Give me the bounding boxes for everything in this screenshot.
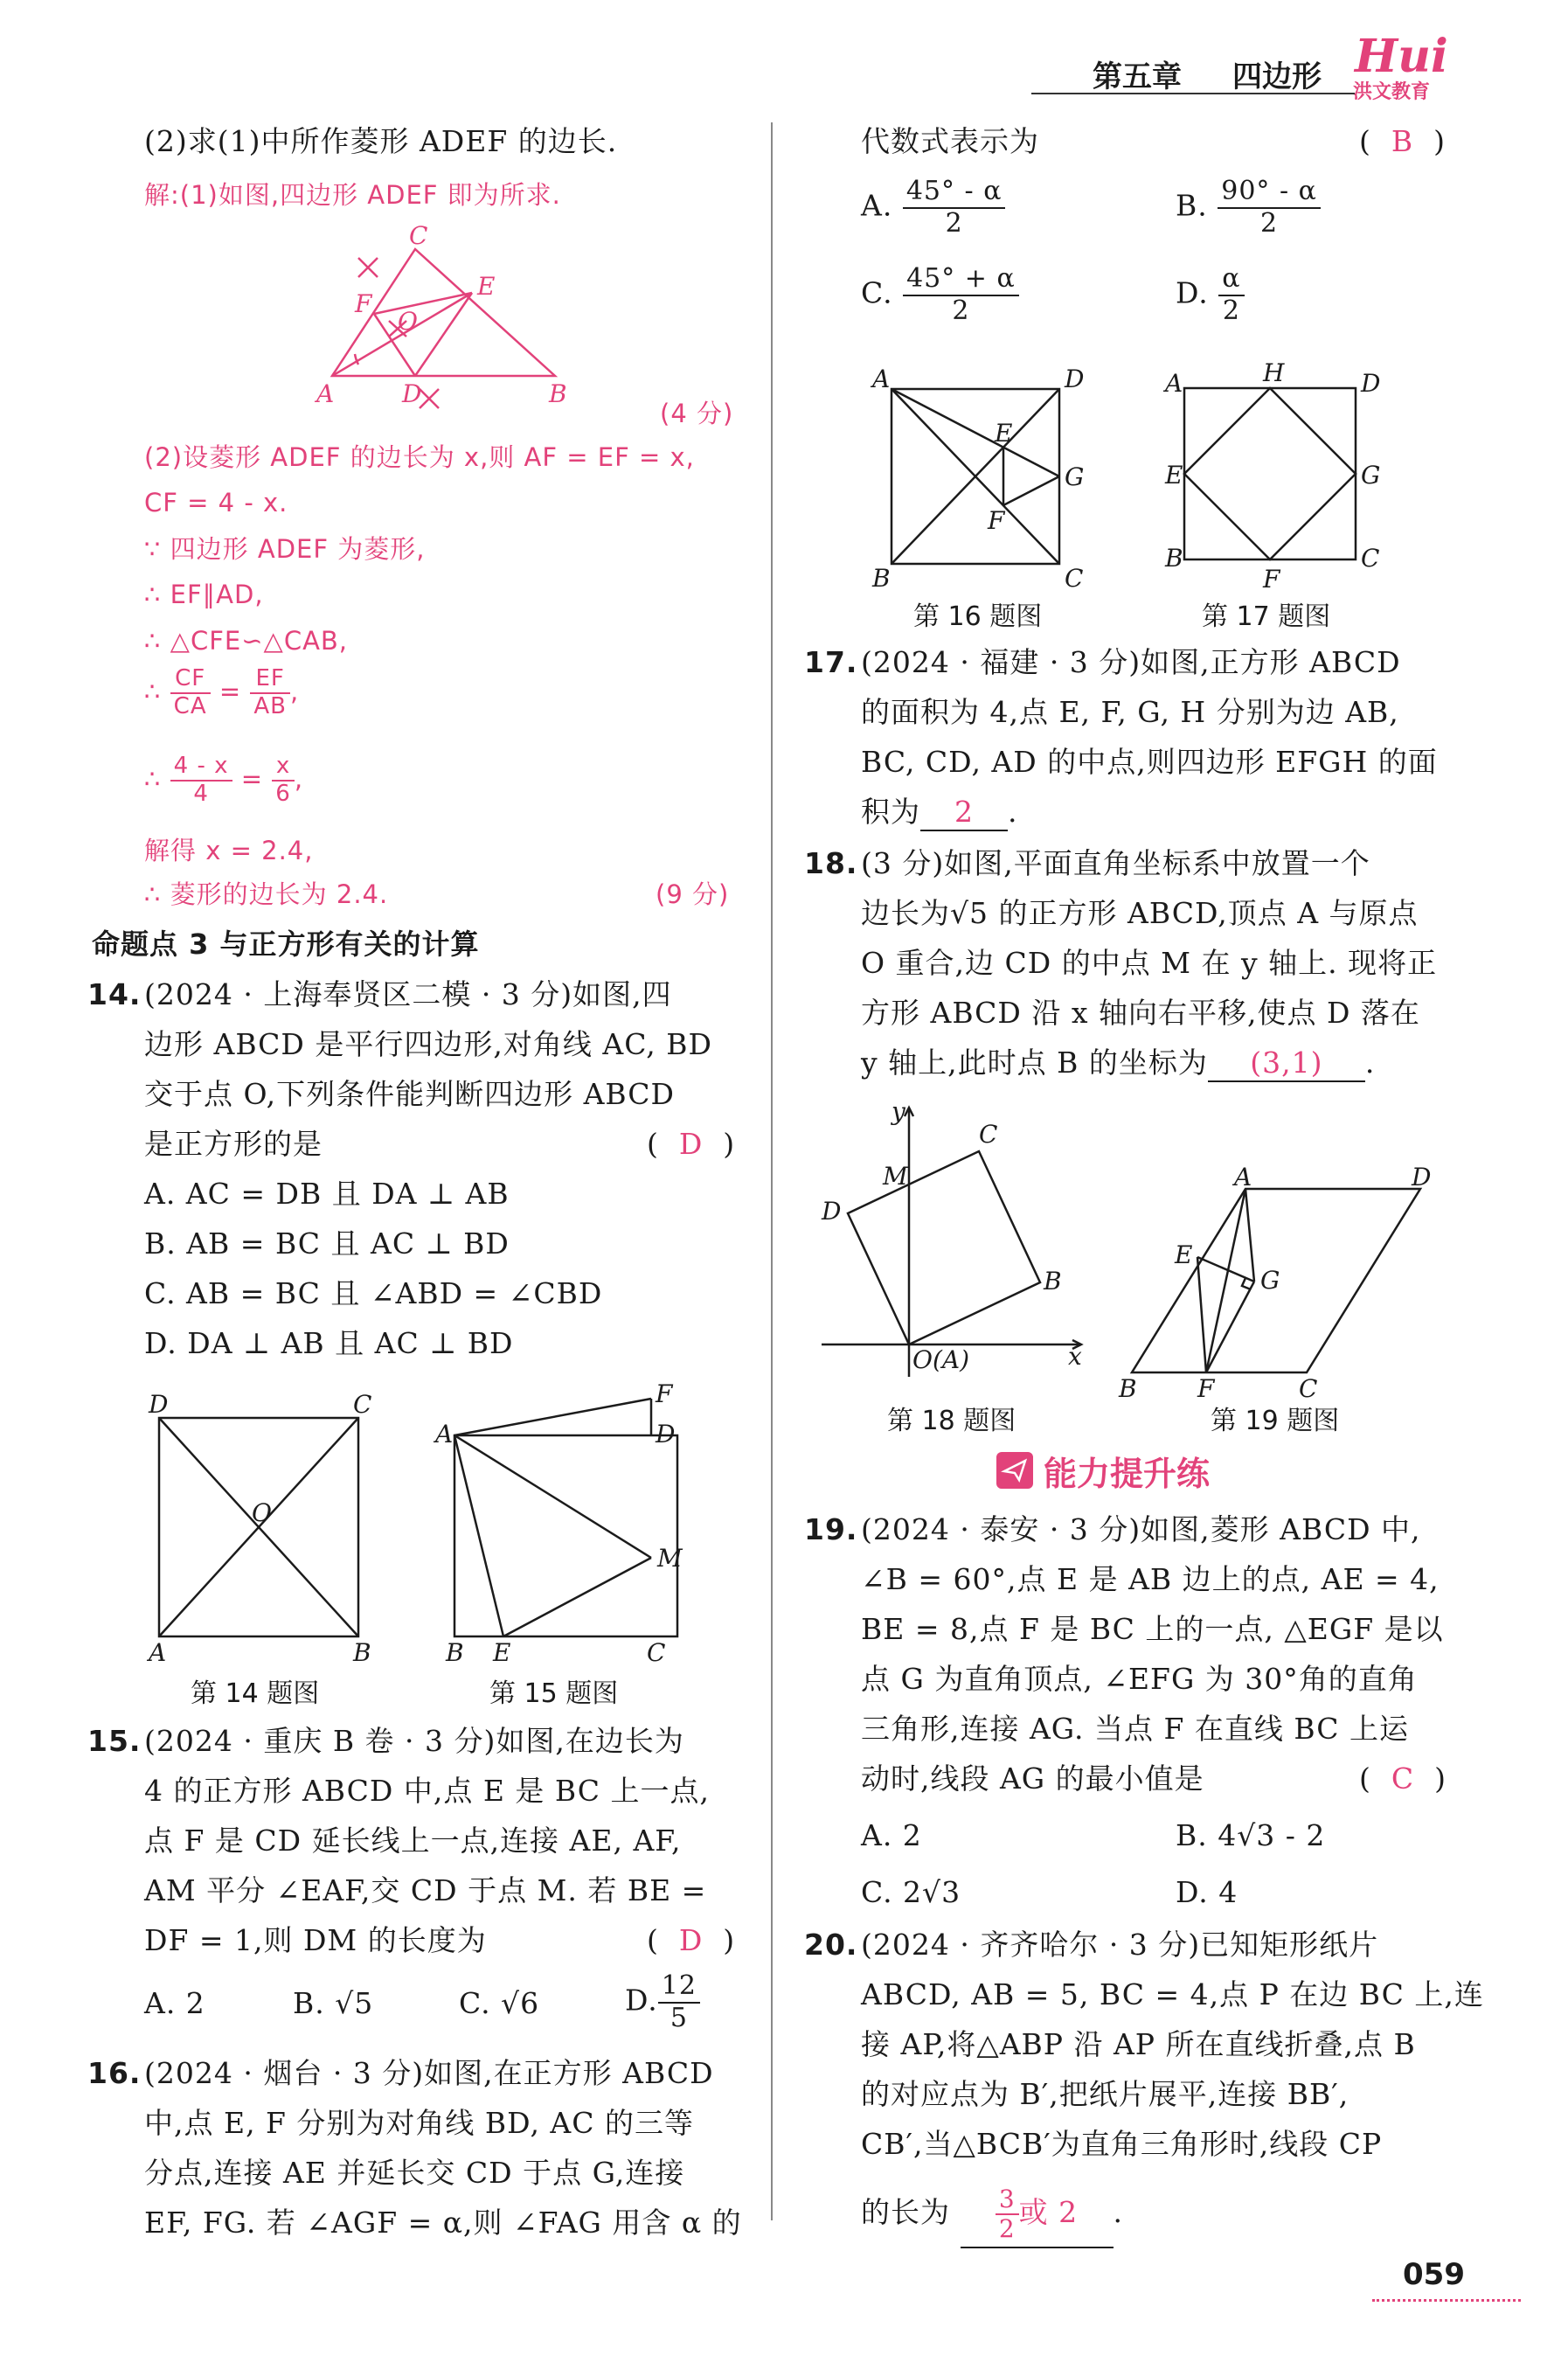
q18-line4: 方形 ABCD 沿 x 轴向右平移,使点 D 落在: [861, 996, 1420, 1030]
q16-number: 16.: [87, 2056, 142, 2090]
q16-a-fraction: [903, 177, 1006, 239]
q16-line5: 代数式表示为: [861, 124, 1039, 158]
q14-line4: 是正方形的是: [144, 1127, 323, 1161]
frac4-numerator: x: [272, 754, 295, 782]
q20-line6-text: 的长为: [861, 2195, 950, 2230]
q15-line5: DF = 1,则 DM 的长度为: [144, 1923, 487, 1957]
fig17-inner-square: [1184, 388, 1356, 559]
q19-number: 19.: [804, 1512, 858, 1546]
q14-option-b: B. AB = BC 且 AC ⊥ BD: [144, 1226, 510, 1261]
q15-option-d-fraction: [658, 1971, 700, 2033]
fig16-label-C: C: [1065, 564, 1084, 590]
q20-answer-fraction: [996, 2185, 1019, 2243]
fraction-x-over-6: [272, 754, 295, 808]
q13-part2: (2)求(1)中所作菱形 ADEF 的边长.: [144, 124, 618, 158]
frac3-denominator: 4: [193, 780, 209, 807]
fig15-label-M: M: [657, 1544, 683, 1573]
figure-16: [865, 363, 1093, 590]
q16-option-c: [861, 264, 1019, 326]
q20-answer: [961, 2185, 1114, 2248]
fig16-label-E: E: [995, 419, 1013, 448]
fig18-square: [848, 1151, 1040, 1344]
q16-d-denominator: 2: [1222, 295, 1240, 326]
fig13-label-F: F: [355, 289, 372, 318]
q14-line3: 交于点 O,下列条件能判断四边形 ABCD: [144, 1077, 675, 1111]
banner-title: 能力提升练: [1044, 1454, 1211, 1493]
q20-line1: (2024 · 齐齐哈尔 · 3 分)已知矩形纸片: [861, 1928, 1379, 1962]
q19-line3: BE = 8,点 F 是 BC 上的一点, △EGF 是以: [861, 1612, 1444, 1646]
q20-answer-numerator: 3: [996, 2185, 1019, 2215]
q15-line2: 4 的正方形 ABCD 中,点 E 是 BC 上一点,: [144, 1774, 711, 1808]
fig13-label-D: D: [402, 379, 422, 408]
fig13-FE: [374, 293, 472, 314]
score-1: (4 分): [660, 399, 734, 428]
fig13-DE: [415, 293, 472, 376]
equals-sign: =: [219, 676, 242, 706]
fig18-label-O: O(A): [912, 1345, 970, 1374]
fig13-cross2: [420, 389, 439, 408]
fraction-4-x-over-4: [170, 754, 232, 808]
q14-answer-bracket: ( D ): [647, 1127, 736, 1161]
q19-option-c: C. 2√3: [861, 1875, 961, 1909]
q17-line2: 的面积为 4,点 E, F, G, H 分别为边 AB,: [861, 695, 1399, 729]
q16-c-numerator: 45° + α: [903, 264, 1019, 296]
q16-line3: 分点,连接 AE 并延长交 CD 于点 G,连接: [144, 2156, 685, 2190]
fig19-FG: [1206, 1282, 1254, 1372]
caption-fig15: 第 15 题图: [489, 1678, 619, 1709]
column-divider: [771, 122, 773, 2220]
fig17-label-B: B: [1165, 544, 1183, 573]
q14-line2: 边形 ABCD 是平行四边形,对角线 AC, BD: [144, 1027, 712, 1061]
q16-d-numerator: α: [1218, 264, 1244, 296]
fig13-label-O: O: [398, 307, 418, 336]
fig17-label-E: E: [1165, 461, 1183, 490]
q15-answer-bracket: ( D ): [647, 1923, 736, 1957]
q14-answer: D: [678, 1127, 704, 1161]
q17-line4: [861, 795, 1018, 831]
fig14-label-C: C: [353, 1390, 372, 1419]
q15-option-c: C. √6: [459, 1986, 540, 2020]
q14-number: 14.: [87, 977, 142, 1011]
fig17-label-H: H: [1263, 358, 1285, 387]
figure-18: [813, 1097, 1093, 1386]
frac2-numerator: EF: [250, 666, 290, 694]
fig13-label-B: B: [549, 379, 567, 408]
q20-line4: 的对应点为 B′,把纸片展平,连接 BB′,: [861, 2077, 1349, 2111]
q16-answer: B: [1391, 124, 1414, 158]
fig16-label-B: B: [872, 564, 891, 590]
fig18-label-y: y: [892, 1097, 905, 1126]
page-number: 059: [1403, 2257, 1465, 2292]
figure-17: [1158, 357, 1385, 593]
sol-part1: 解:(1)如图,四边形 ADEF 即为所求.: [144, 180, 561, 210]
q19-option-b: B. 4√3 - 2: [1176, 1818, 1326, 1852]
fig15-label-A: A: [435, 1420, 454, 1448]
fig19-AF: [1206, 1189, 1245, 1372]
q18-line2: 边长为√5 的正方形 ABCD,顶点 A 与原点: [861, 896, 1419, 930]
q17-line4-text: 积为: [861, 795, 920, 829]
fig16-label-D: D: [1065, 365, 1085, 393]
q19-answer: C: [1391, 1761, 1415, 1796]
q16-c-denominator: 2: [952, 295, 970, 326]
q16-a-label: A.: [861, 188, 893, 223]
fraction-cf-ca: [170, 666, 211, 720]
q19-line1: (2024 · 泰安 · 3 分)如图,菱形 ABCD 中,: [861, 1512, 1421, 1546]
fig14-label-B: B: [353, 1638, 371, 1667]
q15-option-a: A. 2: [144, 1986, 205, 2020]
q18-line5: [861, 1046, 1375, 1082]
comma-2: ,: [294, 763, 304, 794]
fig17-label-A: A: [1165, 369, 1183, 398]
frac1-denominator: CA: [173, 692, 207, 719]
q14-option-d: D. DA ⊥ AB 且 AC ⊥ BD: [144, 1326, 514, 1360]
fig15-label-C: C: [647, 1638, 666, 1667]
q15-d-numerator: 12: [658, 1971, 700, 2004]
q15-line3: 点 F 是 CD 延长线上一点,连接 AE, AF,: [144, 1824, 682, 1858]
q17-answer: 2: [920, 795, 1008, 831]
figure-19: [1110, 1163, 1442, 1407]
fig19-label-B: B: [1119, 1374, 1137, 1403]
footer-rule: [1372, 2299, 1521, 2302]
fig19-label-E: E: [1175, 1240, 1193, 1269]
sol-2f-therefore: ∴: [144, 676, 162, 706]
fig18-label-M: M: [883, 1162, 908, 1191]
header: [1031, 30, 1468, 105]
q18-number: 18.: [804, 846, 858, 880]
fig15-EM: [503, 1558, 651, 1636]
q15-number: 15.: [87, 1724, 142, 1758]
q16-line2: 中,点 E, F 分别为对角线 BD, AC 的三等: [144, 2106, 695, 2140]
q19-line4: 点 G 为直角顶点, ∠EFG 为 30°角的直角: [861, 1662, 1418, 1696]
comma: ,: [290, 676, 300, 706]
fig17-square: [1184, 388, 1356, 559]
frac2-denominator: AB: [253, 692, 287, 719]
q16-b-label: B.: [1176, 188, 1208, 223]
paper-plane-icon: [996, 1452, 1033, 1489]
fig16-label-F: F: [988, 506, 1005, 535]
q20-answer-denominator: 2: [998, 2214, 1016, 2244]
chapter-label: 第五章: [1093, 59, 1182, 94]
q15-line1: (2024 · 重庆 B 卷 · 3 分)如图,在边长为: [144, 1724, 684, 1758]
q17-line3: BC, CD, AD 的中点,则四边形 EFGH 的面: [861, 745, 1438, 779]
q16-line1: (2024 · 烟台 · 3 分)如图,在正方形 ABCD: [144, 2056, 714, 2090]
sol-2h: 解得 x = 2.4,: [144, 836, 314, 865]
q20-line2: ABCD, AB = 5, BC = 4,点 P 在边 BC 上,连: [861, 1977, 1484, 2011]
figure-15: [428, 1372, 690, 1670]
figure-14: [140, 1390, 385, 1670]
fig14-label-O: O: [252, 1498, 272, 1527]
q14-line1: (2024 · 上海奉贤区二模 · 3 分)如图,四: [144, 977, 672, 1011]
sol-2g: [144, 754, 303, 808]
fig13-cross1: [358, 258, 378, 277]
q16-option-a: [861, 177, 1005, 239]
q19-line6: 动时,线段 AG 的最小值是: [861, 1761, 1204, 1796]
q16-option-b: [1176, 177, 1321, 239]
caption-fig17: 第 17 题图: [1202, 601, 1331, 632]
q16-line4: EF, FG. 若 ∠AGF = α,则 ∠FAG 用含 α 的: [144, 2206, 742, 2240]
frac1-numerator: CF: [170, 666, 211, 694]
q18-line5-text: y 轴上,此时点 B 的坐标为: [861, 1046, 1208, 1080]
frac4-denominator: 6: [275, 780, 291, 807]
fig15-label-E: E: [493, 1638, 511, 1667]
equals-sign-2: =: [240, 763, 264, 794]
fig17-label-F: F: [1263, 565, 1280, 593]
q16-d-fraction: [1218, 264, 1244, 326]
score-2: (9 分): [656, 879, 730, 909]
q20-answer-rest: 或 2: [1018, 2195, 1079, 2230]
frac3-numerator: 4 - x: [170, 754, 232, 782]
q15-answer: D: [678, 1923, 704, 1957]
sol-2i: ∴ 菱形的边长为 2.4.: [144, 879, 389, 909]
sol-2g-therefore: ∴: [144, 763, 162, 794]
q18-period: .: [1364, 1046, 1376, 1080]
q17-period: .: [1008, 795, 1018, 829]
fig17-label-C: C: [1361, 544, 1380, 573]
q17-number: 17.: [804, 645, 858, 679]
fig15-label-B: B: [446, 1638, 464, 1667]
q16-b-fraction: [1218, 177, 1321, 239]
q16-a-denominator: 2: [945, 207, 963, 239]
fig17-label-G: G: [1361, 461, 1381, 490]
fig13-label-A: A: [316, 379, 335, 408]
fig15-AF: [454, 1399, 651, 1435]
q16-option-d: [1176, 264, 1245, 326]
q17-line1: (2024 · 福建 · 3 分)如图,正方形 ABCD: [861, 645, 1401, 679]
chapter-title: 四边形: [1232, 59, 1322, 94]
fig19-label-A: A: [1234, 1163, 1252, 1191]
fig16-label-A: A: [872, 365, 891, 393]
sol-2c: ∵ 四边形 ADEF 为菱形,: [144, 534, 426, 564]
fig19-label-F: F: [1197, 1374, 1215, 1403]
sol-2e: ∴ △CFE∽△CAB,: [144, 626, 349, 656]
q15-option-d: [625, 1971, 700, 2033]
caption-fig14: 第 14 题图: [191, 1678, 320, 1709]
q18-line1: (3 分)如图,平面直角坐标系中放置一个: [861, 846, 1370, 880]
fig14-label-A: A: [149, 1638, 167, 1667]
q20-line6: [861, 2185, 1123, 2248]
fig17-label-D: D: [1361, 369, 1381, 398]
fig15-square: [454, 1435, 677, 1636]
fig14-label-D: D: [149, 1390, 169, 1419]
caption-fig16: 第 16 题图: [913, 601, 1043, 632]
sol-2d: ∴ EF∥AD,: [144, 580, 264, 609]
fig16-AG: [892, 389, 1059, 476]
brand-logo: Hui: [1355, 30, 1448, 83]
fig15-label-F: F: [656, 1379, 673, 1408]
q19-answer-bracket: ( C ): [1359, 1761, 1447, 1796]
fig15-label-D: D: [656, 1420, 676, 1448]
q19-line2: ∠B = 60°,点 E 是 AB 边上的点, AE = 4,: [861, 1562, 1440, 1596]
caption-fig19: 第 19 题图: [1211, 1406, 1340, 1436]
sol-2f: [144, 666, 299, 720]
header-rule: [1031, 93, 1355, 94]
brand-subtitle: 洪文教育: [1353, 81, 1431, 103]
q20-number: 20.: [804, 1928, 858, 1962]
fig13-label-E: E: [477, 272, 496, 301]
fig18-label-C: C: [979, 1120, 998, 1149]
fig13-label-C: C: [409, 223, 428, 250]
fig16-label-G: G: [1065, 462, 1085, 491]
fig16-FG: [1003, 476, 1059, 505]
q16-b-denominator: 2: [1260, 207, 1279, 239]
q14-option-c: C. AB = BC 且 ∠ABD = ∠CBD: [144, 1276, 603, 1310]
q18-line3: O 重合,边 CD 的中点 M 在 y 轴上. 现将正: [861, 946, 1438, 980]
fig19-label-G: G: [1260, 1266, 1280, 1295]
q15-line4: AM 平分 ∠EAF,交 CD 于点 M. 若 BE =: [144, 1873, 707, 1907]
fig18-label-D: D: [822, 1197, 842, 1226]
fig19-AG: [1245, 1189, 1254, 1282]
q19-line5: 三角形,连接 AG. 当点 F 在直线 BC 上运: [861, 1712, 1409, 1746]
fraction-ef-ab: [250, 666, 290, 720]
sol-2b: CF = 4 - x.: [144, 488, 288, 518]
section-heading: 命题点 3 与正方形有关的计算: [92, 927, 480, 961]
fig18-label-B: B: [1044, 1267, 1062, 1296]
q18-answer: (3,1): [1208, 1046, 1365, 1082]
fig19-label-D: D: [1412, 1163, 1432, 1191]
section-banner: [996, 1449, 1210, 1491]
figure-13: [306, 223, 568, 424]
q20-line3: 接 AP,将△ABP 沿 AP 所在直线折叠,点 B: [861, 2027, 1416, 2061]
caption-fig18: 第 18 题图: [887, 1406, 1016, 1436]
q16-a-numerator: 45° - α: [903, 177, 1006, 209]
q14-option-a: A. AC = DB 且 DA ⊥ AB: [144, 1177, 510, 1211]
q16-c-label: C.: [861, 275, 893, 310]
q16-answer-bracket: ( B ): [1359, 124, 1446, 158]
q16-d-label: D.: [1176, 275, 1209, 310]
fig15-AE: [454, 1435, 503, 1636]
fig19-EF: [1197, 1257, 1206, 1372]
q15-option-d-label: D.: [625, 1983, 658, 2018]
fig15-AM: [454, 1435, 651, 1558]
q15-option-b: B. √5: [293, 1986, 374, 2020]
fig19-label-C: C: [1299, 1374, 1318, 1403]
fig18-label-x: x: [1068, 1342, 1082, 1371]
q16-c-fraction: [903, 264, 1019, 326]
q19-option-a: A. 2: [861, 1818, 922, 1852]
q19-option-d: D. 4: [1176, 1875, 1238, 1909]
q15-d-denominator: 5: [670, 2002, 688, 2033]
sol-2a: (2)设菱形 ADEF 的边长为 x,则 AF = EF = x,: [144, 442, 695, 472]
q16-b-numerator: 90° - α: [1218, 177, 1321, 209]
q20-line5: CB′,当△BCB′为直角三角形时,线段 CP: [861, 2127, 1383, 2161]
q20-period: .: [1113, 2195, 1123, 2230]
